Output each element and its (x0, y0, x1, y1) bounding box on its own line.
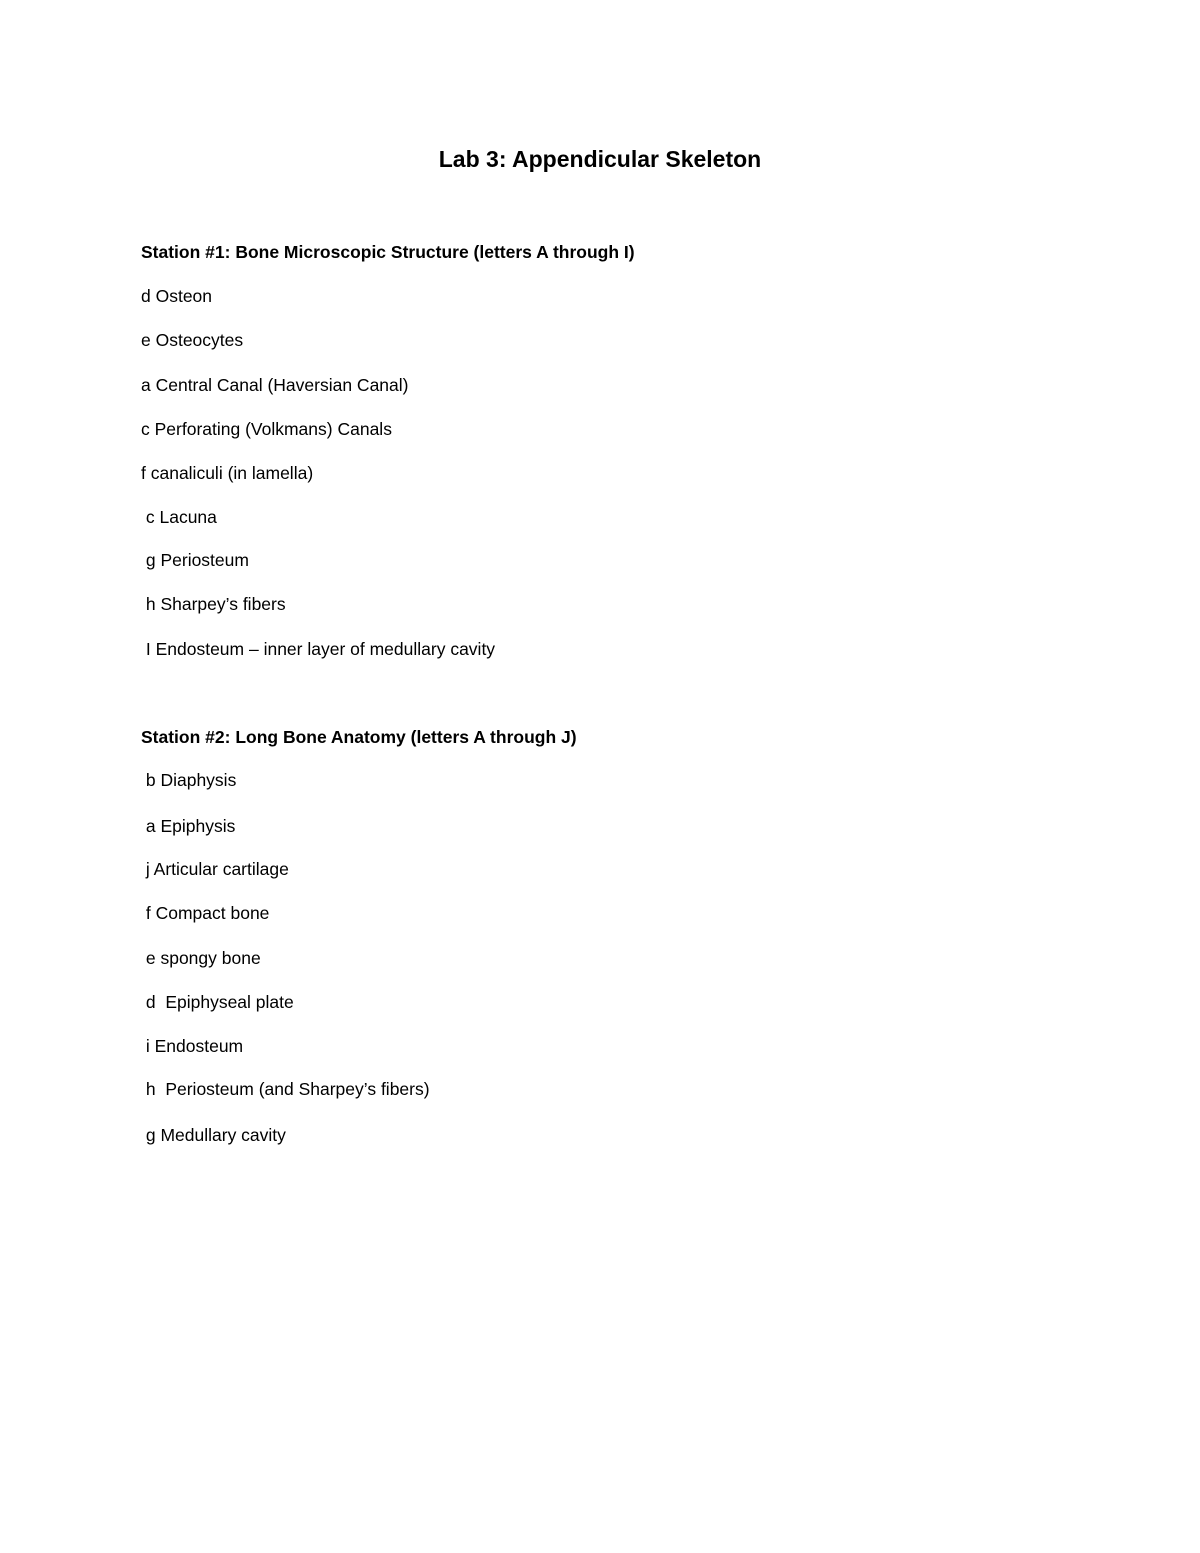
list-item: f Compact bone (141, 903, 270, 923)
station-2-heading: Station #2: Long Bone Anatomy (letters A through J) (141, 727, 577, 747)
list-item: d Osteon (141, 286, 213, 306)
list-item: e Osteocytes (141, 330, 244, 350)
list-item: a Central Canal (Haversian Canal) (141, 375, 409, 395)
list-item: h Periosteum (and Sharpey’s fibers) (141, 1079, 430, 1099)
station-1-heading: Station #1: Bone Microscopic Structure (letters A through I) (141, 242, 635, 262)
list-item: I Endosteum – inner layer of medullary cavity (141, 639, 496, 659)
list-item: i Endosteum (141, 1036, 244, 1056)
list-item: h Sharpey’s fibers (141, 594, 286, 614)
page-title: Lab 3: Appendicular Skeleton (438, 146, 762, 172)
list-item: a Epiphysis (141, 816, 236, 836)
list-item: b Diaphysis (141, 770, 237, 790)
list-item: g Periosteum (141, 550, 249, 570)
list-item: d Epiphyseal plate (141, 992, 294, 1012)
list-item: g Medullary cavity (141, 1125, 286, 1145)
list-item: c Perforating (Volkmans) Canals (141, 419, 392, 439)
list-item: f canaliculi (in lamella) (141, 463, 314, 483)
list-item: e spongy bone (141, 948, 261, 968)
list-item: j Articular cartilage (141, 859, 289, 879)
list-item: c Lacuna (141, 507, 217, 527)
